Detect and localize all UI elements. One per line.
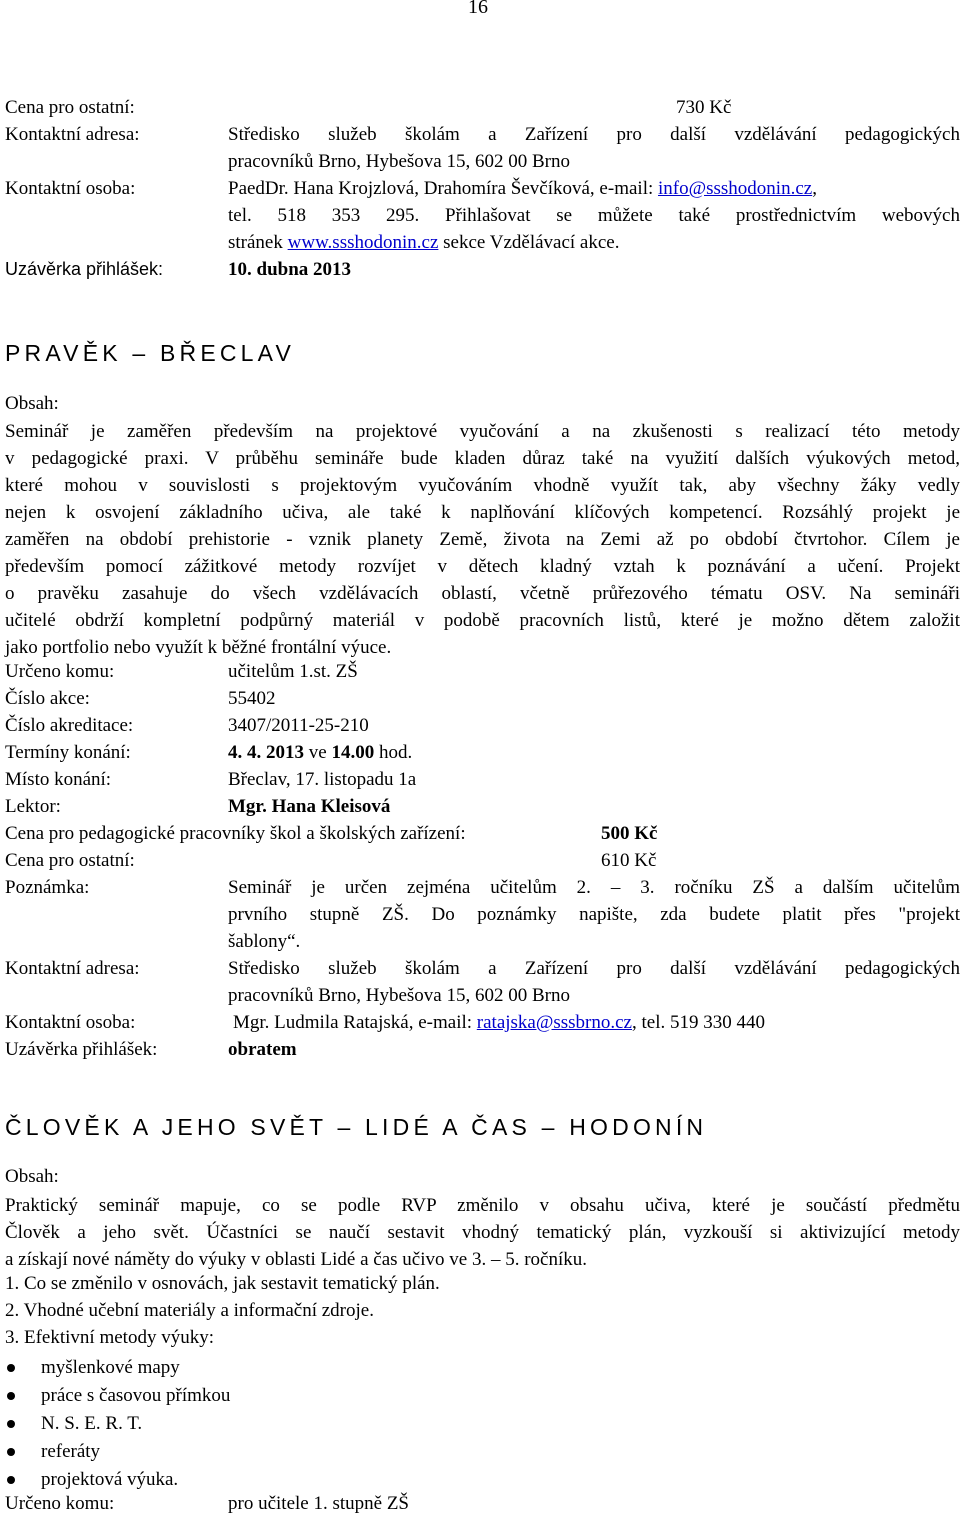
prev-address-label: Kontaktní adresa: bbox=[5, 124, 140, 145]
s1-note-label: Poznámka: bbox=[5, 877, 90, 898]
s2-desc-line: Praktický seminář mapuje, co se podle RVP změnilo v obsahu učiva, které je součástí předmětu bbox=[5, 1195, 960, 1216]
bullet-icon bbox=[7, 1392, 15, 1400]
s1-address-line-2: pracovníků Brno, Hybešova 15, 602 00 Brno bbox=[228, 985, 570, 1006]
s1-date-mid: ve bbox=[304, 742, 332, 763]
prev-deadline-label: Uzávěrka přihlášek: bbox=[5, 259, 164, 279]
s2-desc-line: a získají nové náměty do výuky v oblasti Lidé a čas učivo ve 3. – 5. ročníku. bbox=[5, 1249, 587, 1270]
s2-numbered-item bbox=[5, 1300, 960, 1327]
prev-address-line-2: pracovníků Brno, Hybešova 15, 602 00 Brno bbox=[228, 151, 570, 172]
s1-price-ped-row bbox=[5, 823, 960, 850]
s2-obsah-row bbox=[5, 1166, 960, 1193]
s1-note-line-3: šablony“. bbox=[228, 931, 301, 952]
prev-web-post: sekce Vzdělávací akce. bbox=[438, 232, 620, 253]
s1-desc-line: o pravěku zasahuje do všech vzdělávacích oblastí, včetně průřezového tématu OSV. Na semináři bbox=[5, 583, 960, 604]
s2-bullet-text: projektová výuka. bbox=[41, 1469, 179, 1490]
s1-action-label: Číslo akce: bbox=[5, 688, 90, 709]
s2-bullet-text: myšlenkové mapy bbox=[41, 1357, 180, 1378]
prev-price-other-label: Cena pro ostatní: bbox=[5, 97, 135, 118]
s1-price-other-row bbox=[5, 850, 960, 877]
prev-person-label: Kontaktní osoba: bbox=[5, 178, 136, 199]
prev-price-other-value: 730 Kč bbox=[676, 97, 732, 118]
prev-web-link[interactable]: www.ssshodonin.cz bbox=[287, 232, 439, 253]
prev-person-row-2 bbox=[5, 205, 960, 232]
prev-email-link[interactable]: info@ssshodonin.cz bbox=[658, 178, 813, 199]
s2-bullet-text: N. S. E. R. T. bbox=[41, 1413, 143, 1434]
s1-note-row bbox=[5, 877, 960, 904]
s1-desc-line: zaměřen na období prehistorie - vznik planety Země, života na Zemi až po období čtvrtohor. Cílem je bbox=[5, 529, 960, 550]
s1-note-line-2: prvního stupně ZŠ. Do poznámky napište, zda budete platit přes "projekt bbox=[228, 904, 960, 925]
s1-dates-label: Termíny konání: bbox=[5, 742, 131, 763]
s1-person-value bbox=[233, 1012, 765, 1034]
s2-numbered-text: 1. Co se změnilo v osnovách, jak sestavit tematický plán. bbox=[5, 1273, 440, 1294]
s1-address-row-2 bbox=[5, 985, 960, 1012]
bullet-icon bbox=[7, 1364, 15, 1372]
s1-desc-line: Seminář je zaměřen především na projektové vyučování a na zkušenosti s realizací této metody bbox=[5, 421, 960, 442]
s1-deadline-label: Uzávěrka přihlášek: bbox=[5, 1039, 158, 1060]
s1-time: 14.00 bbox=[331, 742, 375, 763]
s1-accred-value: 3407/2011-25-210 bbox=[228, 715, 369, 736]
prev-deadline-value: 10. dubna 2013 bbox=[228, 259, 352, 280]
s1-person-name: Mgr. Ludmila Ratajská, e-mail: bbox=[233, 1012, 477, 1033]
s1-desc-line: nejen k osvojení základního učiva, ale také k naplňování klíčových kompetencí. Rozsáhlý projekt je bbox=[5, 502, 960, 523]
prev-web-pre: stránek bbox=[228, 232, 288, 253]
s1-person-row bbox=[5, 1012, 960, 1039]
s1-action-row bbox=[5, 688, 960, 715]
s1-desc-line: učitelé obdrží kompletní podpůrný materiál v podobě pracovních listů, které je možno dětem založit bbox=[5, 610, 960, 631]
s2-bullet-text: práce s časovou přímkou bbox=[41, 1385, 231, 1406]
s1-desc-line: především pomocí zážitkové metody rozvíjet v dětech kladný vztah k poznávání a učení. Projekt bbox=[5, 556, 960, 577]
s1-note-row-3 bbox=[5, 931, 960, 958]
s1-lector-row bbox=[5, 796, 960, 823]
s2-target-label: Určeno komu: bbox=[5, 1493, 115, 1514]
s2-numbered-text: 2. Vhodné učební materiály a informační zdroje. bbox=[5, 1300, 374, 1321]
s1-target-value: učitelům 1.st. ZŠ bbox=[228, 661, 358, 682]
prev-person-line-1 bbox=[228, 178, 817, 200]
s1-price-ped-label: Cena pro pedagogické pracovníky škol a školských zařízení: bbox=[5, 823, 466, 844]
s1-accred-label: Číslo akreditace: bbox=[5, 715, 134, 736]
prev-address-row-2 bbox=[5, 151, 960, 178]
prev-price-other-row bbox=[5, 97, 960, 124]
section-title-pravek: PRAVĚK – BŘECLAV bbox=[5, 340, 296, 366]
s1-price-ped-value: 500 Kč bbox=[601, 823, 658, 844]
s1-obsah-row bbox=[5, 393, 960, 420]
s2-numbered-item bbox=[5, 1273, 960, 1300]
s1-action-value: 55402 bbox=[228, 688, 276, 709]
s1-time-end: hod. bbox=[374, 742, 413, 763]
s1-description bbox=[5, 418, 960, 661]
bullet-icon bbox=[7, 1448, 15, 1456]
prev-deadline-row bbox=[5, 259, 960, 286]
s1-place-row bbox=[5, 769, 960, 796]
s1-person-phone: , tel. 519 330 440 bbox=[631, 1012, 765, 1033]
s1-deadline-value: obratem bbox=[228, 1039, 297, 1060]
s1-price-other-value: 610 Kč bbox=[601, 850, 657, 871]
bullet-icon bbox=[7, 1420, 15, 1428]
s1-desc-line: které mohou v souvislosti s projektovým vyučováním vhodně využít tak, aby všechny žáky vedly bbox=[5, 475, 960, 496]
s1-address-row bbox=[5, 958, 960, 985]
s2-target-row bbox=[5, 1493, 960, 1520]
s2-bullet-text: referáty bbox=[41, 1441, 101, 1462]
s2-target-value: pro učitele 1. stupně ZŠ bbox=[228, 1493, 409, 1514]
s1-person-label: Kontaktní osoba: bbox=[5, 1012, 136, 1033]
s1-target-row bbox=[5, 661, 960, 688]
s2-numbered-item bbox=[5, 1327, 960, 1354]
prev-person-row bbox=[5, 178, 960, 205]
s1-obsah-label: Obsah: bbox=[5, 393, 59, 414]
prev-address-row bbox=[5, 124, 960, 151]
s1-place-value: Břeclav, 17. listopadu 1a bbox=[228, 769, 417, 790]
s1-place-label: Místo konání: bbox=[5, 769, 112, 790]
prev-person-line-2: tel. 518 353 295. Přihlašovat se můžete také prostřednictvím webových bbox=[228, 205, 960, 226]
s1-note-row-2 bbox=[5, 904, 960, 931]
section-title-clovek: ČLOVĚK A JEHO SVĚT – LIDÉ A ČAS – HODONÍN bbox=[5, 1114, 708, 1140]
prev-person-names: PaedDr. Hana Krojzlová, Drahomíra Ševčíková, e-mail: bbox=[228, 178, 658, 199]
s1-date: 4. 4. 2013 bbox=[228, 742, 304, 763]
page-number: 16 bbox=[468, 0, 488, 18]
s1-target-label: Určeno komu: bbox=[5, 661, 115, 682]
prev-person-line-3 bbox=[228, 232, 619, 254]
prev-address-line-1: Středisko služeb školám a Zařízení pro další vzdělávání pedagogických bbox=[228, 124, 960, 145]
prev-person-comma: , bbox=[812, 178, 817, 199]
s1-accred-row bbox=[5, 715, 960, 742]
s1-lector-label: Lektor: bbox=[5, 796, 61, 817]
s2-obsah-label: Obsah: bbox=[5, 1166, 59, 1187]
s1-desc-line: jako portfolio nebo využít k běžné frontální výuce. bbox=[5, 637, 392, 658]
bullet-icon bbox=[7, 1476, 15, 1484]
prev-person-row-3 bbox=[5, 232, 960, 259]
s1-note-line-1: Seminář je určen zejména učitelům 2. – 3. ročníku ZŠ a dalším učitelům bbox=[228, 877, 960, 898]
s2-desc-line: Člověk a jeho svět. Účastníci se naučí sestavit vhodný tematický plán, vyzkouší si aktivizující metody bbox=[5, 1222, 960, 1243]
s1-address-label: Kontaktní adresa: bbox=[5, 958, 140, 979]
s2-numbered-text: 3. Efektivní metody výuky: bbox=[5, 1327, 214, 1348]
s1-price-other-label: Cena pro ostatní: bbox=[5, 850, 135, 871]
s1-desc-line: v pedagogické praxi. V průběhu semináře bude kladen důraz také na využití dalších výukových metod, bbox=[5, 448, 960, 469]
s1-deadline-row bbox=[5, 1039, 960, 1066]
s1-address-line-1: Středisko služeb školám a Zařízení pro další vzdělávání pedagogických bbox=[228, 958, 960, 979]
s1-lector-value: Mgr. Hana Kleisová bbox=[228, 796, 391, 817]
s2-description bbox=[5, 1192, 960, 1273]
s1-dates-value bbox=[228, 742, 412, 764]
s1-email-link[interactable]: ratajska@sssbrno.cz bbox=[476, 1012, 632, 1033]
s1-dates-row bbox=[5, 742, 960, 769]
